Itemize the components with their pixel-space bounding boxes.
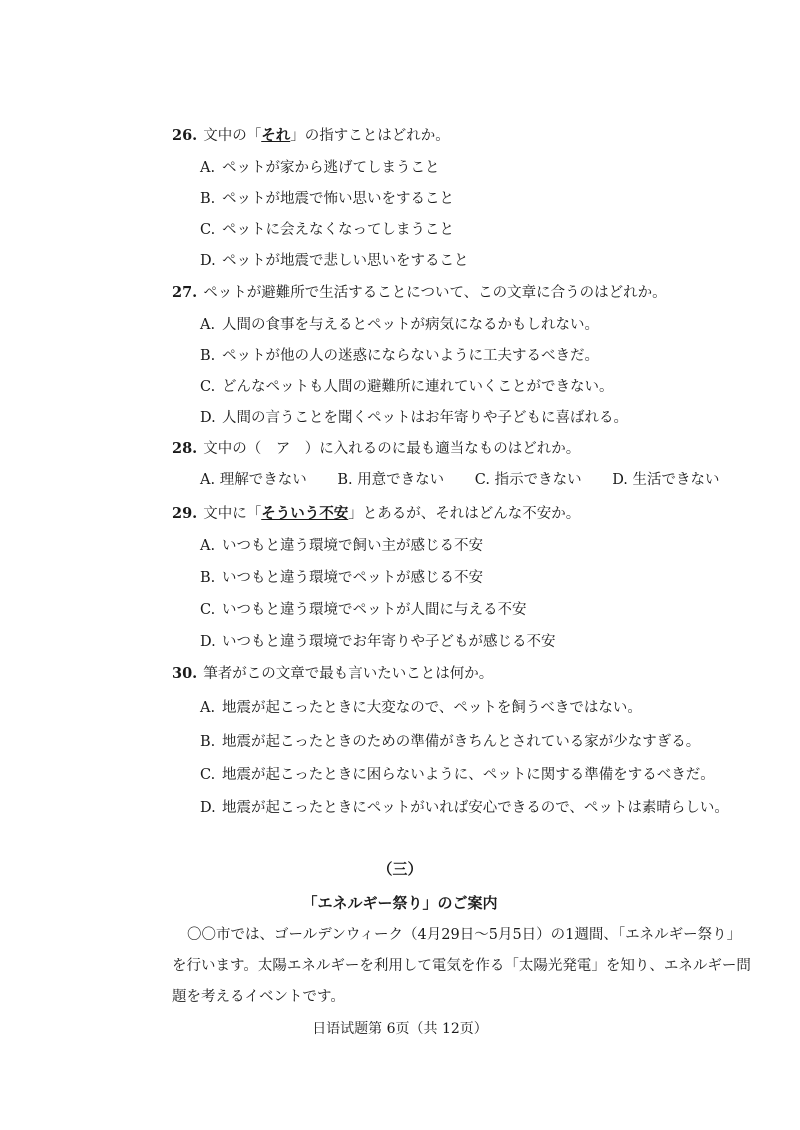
option-text: 地震が起こったときのための準備がきちんとされている家が少なすぎる。 [222, 734, 701, 750]
question-number: 30. [172, 665, 198, 682]
stem-text: ペットが避難所で生活することについて、この文章に合うのはどれか。 [203, 285, 667, 301]
option-letter: D. [200, 800, 216, 816]
question-29-stem [172, 502, 580, 523]
q27-option-a[interactable] [200, 313, 599, 334]
option-text: 用意できない [357, 472, 445, 488]
question-number: 27. [172, 284, 198, 301]
question-30-stem [172, 662, 493, 683]
option-text: 生活できない [632, 472, 720, 488]
option-text: 人間の食事を与えるとペットが病気になるかもしれない。 [222, 317, 599, 333]
option-text: いつもと違う環境で飼い主が感じる不安 [222, 538, 483, 554]
option-text: 指示できない [494, 472, 582, 488]
q30-option-a[interactable] [200, 696, 642, 717]
section-paragraph: 〇〇市では、ゴールデンウィーク（4月29日〜5月5日）の1週間、「エネルギー祭り」を行います。太陽エネルギーを利用して電気を作る「太陽光発電」を知り、エネルギー問題を考えるイベントです。 [172, 927, 751, 1005]
option-letter: B. [200, 570, 216, 586]
option-text: 地震が起こったときにペットがいれば安心できるので、ペットは素晴らしい。 [222, 800, 729, 816]
question-number: 28. [172, 440, 198, 457]
q27-option-c[interactable] [200, 375, 614, 396]
option-letter: D. [200, 634, 216, 650]
option-text: ペットが家から逃げてしまうこと [222, 160, 440, 176]
question-28-stem [172, 437, 580, 458]
option-letter: B. [200, 734, 216, 750]
q26-option-a[interactable] [200, 156, 440, 177]
q30-option-b[interactable] [200, 730, 700, 751]
q28-option-c[interactable] [475, 472, 582, 488]
option-letter: B. [200, 348, 216, 364]
option-text: どんなペットも人間の避難所に連れていくことができない。 [222, 379, 614, 395]
option-letter: A. [200, 472, 216, 488]
stem-text: 文中の「 [203, 128, 262, 144]
section-title: 「エネルギー祭り」のご案内 [302, 894, 498, 912]
option-letter: D. [200, 410, 216, 426]
option-letter: C. [474, 472, 490, 488]
option-letter: C. [200, 767, 216, 783]
option-letter: A. [200, 700, 216, 716]
q27-option-b[interactable] [200, 344, 599, 365]
q30-option-d[interactable] [200, 796, 729, 817]
stem-text: 文中に「 [203, 506, 262, 522]
page-footer: 日语试题第 6页（共 12页） [312, 1021, 488, 1037]
option-text: ペットが地震で悲しい思いをすること [222, 253, 469, 269]
option-text: いつもと違う環境でお年寄りや子どもが感じる不安 [222, 634, 556, 650]
q28-option-d[interactable] [612, 472, 719, 488]
option-text: ペットが他の人の迷惑にならないように工夫するべきだ。 [222, 348, 599, 364]
option-letter: C. [200, 379, 216, 395]
question-27-stem [172, 281, 667, 302]
q29-option-b[interactable] [200, 566, 483, 587]
q28-options-row [200, 468, 746, 489]
option-text: いつもと違う環境でペットが人間に与える不安 [222, 602, 527, 618]
option-letter: C. [200, 222, 216, 238]
option-letter: D. [612, 472, 628, 488]
stem-emphasis: そういう不安 [261, 505, 349, 522]
option-text: 地震が起こったときに困らないように、ペットに関する準備をするべきだ。 [222, 767, 715, 783]
stem-text: 筆者がこの文章で最も言いたいことは何か。 [203, 666, 494, 682]
q28-option-a[interactable] [200, 472, 307, 488]
stem-emphasis: それ [261, 127, 291, 144]
q29-option-c[interactable] [200, 598, 527, 619]
option-letter: A. [200, 160, 216, 176]
option-letter: B. [337, 472, 353, 488]
question-number: 29. [172, 505, 198, 522]
q26-option-c[interactable] [200, 218, 454, 239]
section-number: （三） [377, 860, 423, 878]
option-letter: A. [200, 317, 216, 333]
option-text: ペットが地震で怖い思いをすること [222, 191, 454, 207]
option-letter: A. [200, 538, 216, 554]
q28-option-b[interactable] [337, 472, 444, 488]
q27-option-d[interactable] [200, 406, 628, 427]
option-text: 人間の言うことを聞くペットはお年寄りや子どもに喜ばれる。 [222, 410, 628, 426]
question-number: 26. [172, 127, 198, 144]
q29-option-a[interactable] [200, 534, 483, 555]
q26-option-b[interactable] [200, 187, 454, 208]
question-26-stem [172, 124, 450, 145]
option-letter: D. [200, 253, 216, 269]
option-text: 理解できない [219, 472, 307, 488]
stem-text: 文中の（ ア ）に入れるのに最も適当なものはどれか。 [203, 441, 581, 457]
q29-option-d[interactable] [200, 630, 556, 651]
option-letter: C. [200, 602, 216, 618]
option-text: ペットに会えなくなってしまうこと [222, 222, 454, 238]
q26-option-d[interactable] [200, 249, 469, 270]
option-text: いつもと違う環境でペットが感じる不安 [222, 570, 483, 586]
option-text: 地震が起こったときに大変なので、ペットを飼うべきではない。 [222, 700, 642, 716]
q30-option-c[interactable] [200, 763, 715, 784]
option-letter: B. [200, 191, 216, 207]
stem-text: 」とあるが、それはどんな不安か。 [348, 506, 581, 522]
stem-text: 」の指すことはどれか。 [290, 128, 450, 144]
